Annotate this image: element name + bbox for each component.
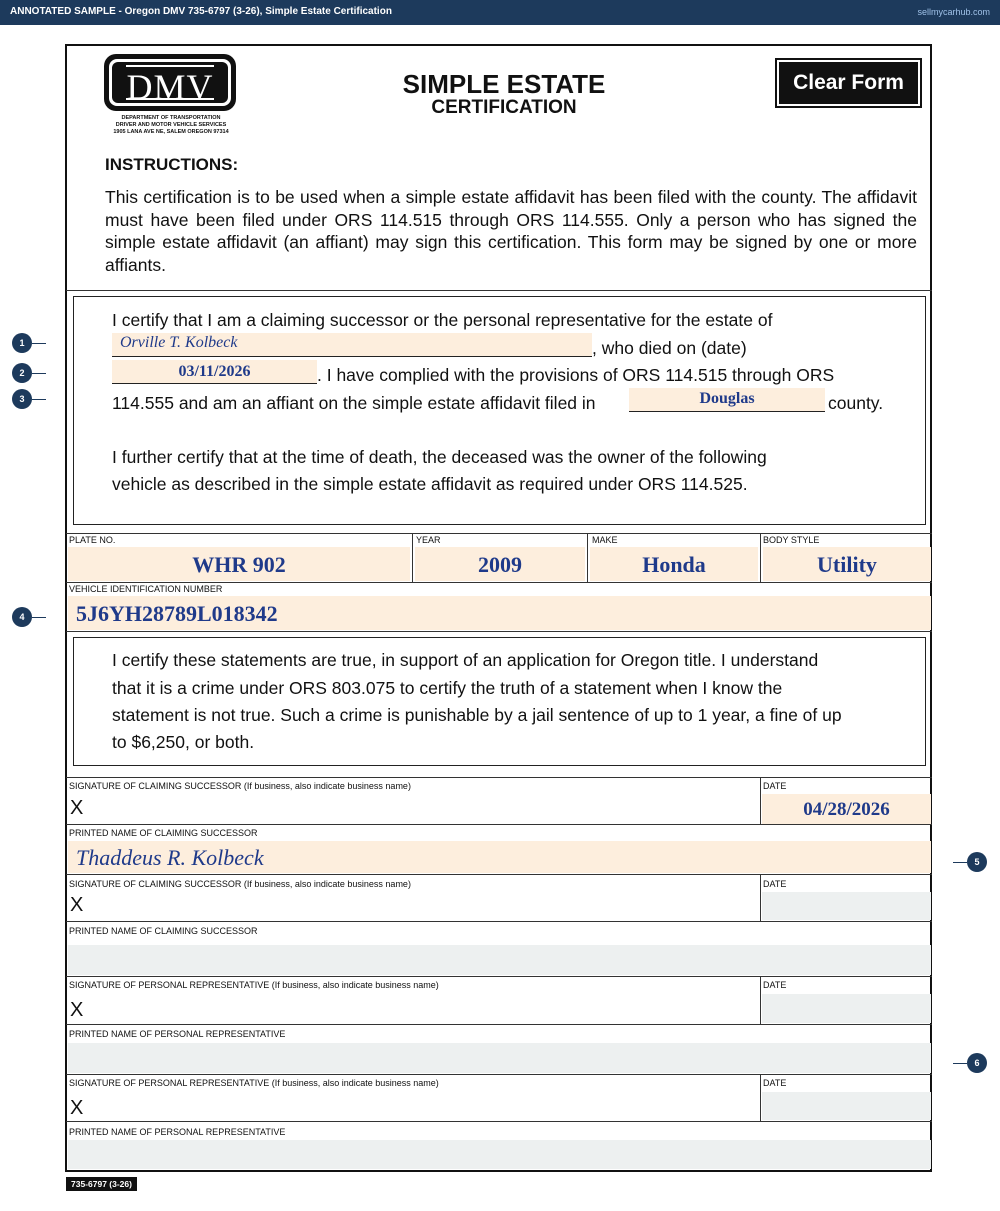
annotation-leader bbox=[32, 399, 46, 400]
printed-name-pr-label: PRINTED NAME OF PERSONAL REPRESENTATIVE bbox=[69, 1029, 286, 1039]
divider bbox=[760, 1074, 761, 1121]
divider bbox=[760, 874, 761, 921]
printed-name-field-2[interactable] bbox=[68, 945, 931, 975]
annotation-marker-6: 6 bbox=[967, 1053, 987, 1073]
signature-field-3[interactable] bbox=[90, 994, 756, 1022]
annotation-leader bbox=[32, 343, 46, 344]
sig-claiming-successor-label: SIGNATURE OF CLAIMING SUCCESSOR (If business, also indicate business name) bbox=[69, 879, 411, 889]
printed-name-pr-label: PRINTED NAME OF PERSONAL REPRESENTATIVE bbox=[69, 1127, 286, 1137]
signature-field-4[interactable] bbox=[90, 1092, 756, 1120]
signature-field-1[interactable] bbox=[90, 794, 756, 822]
form-number: 735-6797 (3-26) bbox=[66, 1177, 137, 1191]
decedent-name-field[interactable]: Orville T. Kolbeck bbox=[112, 333, 592, 357]
instructions-heading: INSTRUCTIONS: bbox=[105, 155, 239, 174]
make-label: MAKE bbox=[592, 535, 618, 545]
cert-line-3: 114.555 and am an affiant on the simple estate affidavit filed in bbox=[112, 393, 596, 413]
signature-x-mark: X bbox=[70, 797, 84, 819]
body-style-field[interactable]: Utility bbox=[763, 547, 931, 581]
divider bbox=[760, 533, 761, 582]
signature-x-mark: X bbox=[70, 894, 84, 916]
divider bbox=[66, 824, 932, 825]
printed-name-field-3[interactable] bbox=[68, 1043, 931, 1073]
sig-claiming-successor-label: SIGNATURE OF CLAIMING SUCCESSOR (If business, also indicate business name) bbox=[69, 781, 411, 791]
logo-caption: DEPARTMENT OF TRANSPORTATION DRIVER AND MOTOR VEHICLE SERVICES 1905 LANA AVE NE, SALEM OREGON 97314 bbox=[113, 115, 229, 135]
printed-name-cs-label: PRINTED NAME OF CLAIMING SUCCESSOR bbox=[69, 926, 258, 936]
annotation-leader bbox=[953, 1063, 967, 1064]
cert2-line-3: statement is not true. Such a crime is punishable by a jail sentence of up to 1 year, a fine of up bbox=[112, 705, 842, 725]
top-banner bbox=[0, 0, 1000, 25]
page-title: SIMPLE ESTATE CERTIFICATION bbox=[402, 69, 606, 118]
printed-name-field-4[interactable] bbox=[68, 1140, 931, 1169]
divider bbox=[66, 874, 932, 875]
clear-form-button[interactable]: Clear Form bbox=[777, 60, 920, 106]
date-field-2[interactable] bbox=[762, 892, 931, 920]
divider bbox=[66, 921, 932, 922]
banner-title: ANNOTATED SAMPLE - Oregon DMV 735-6797 (3-26), Simple Estate Certification bbox=[10, 6, 392, 17]
printed-name-cs-label: PRINTED NAME OF CLAIMING SUCCESSOR bbox=[69, 828, 258, 838]
divider bbox=[66, 976, 932, 977]
divider bbox=[66, 533, 932, 534]
divider bbox=[66, 631, 932, 632]
divider bbox=[587, 533, 588, 582]
annotation-marker-2: 2 bbox=[12, 363, 32, 383]
cert-line-4: I further certify that at the time of death, the deceased was the owner of the following bbox=[112, 447, 767, 467]
date-label: DATE bbox=[763, 980, 787, 990]
divider bbox=[66, 582, 932, 583]
date-label: DATE bbox=[763, 879, 787, 889]
date-field-4[interactable] bbox=[762, 1092, 931, 1120]
plate-field[interactable]: WHR 902 bbox=[68, 547, 410, 581]
cert2-line-2: that it is a crime under ORS 803.075 to certify the truth of a statement when I know the bbox=[112, 678, 783, 698]
annotation-leader bbox=[32, 617, 46, 618]
vin-field[interactable]: 5J6YH28789L018342 bbox=[68, 596, 931, 630]
plate-label: PLATE NO. bbox=[69, 535, 116, 545]
annotation-marker-3: 3 bbox=[12, 389, 32, 409]
banner-site[interactable]: sellmycarhub.com bbox=[917, 7, 990, 17]
instructions-text: This certification is to be used when a simple estate affidavit has been filed with the county. The affidavit must have been filed under ORS 114.515 through ORS 114.555. Only a person who has signed the simple estate affidavit (an affiant) may sign this certification. This form may be signed by one or more affiants. bbox=[105, 187, 917, 275]
county-field[interactable]: Douglas bbox=[629, 388, 825, 412]
date-label: DATE bbox=[763, 781, 787, 791]
date-label: DATE bbox=[763, 1078, 787, 1088]
divider bbox=[66, 1121, 932, 1122]
logo-word: DMV bbox=[126, 67, 214, 107]
cert2-line-1: I certify these statements are true, in support of an application for Oregon title. I understand bbox=[112, 650, 819, 670]
dmv-logo bbox=[104, 54, 236, 111]
cert2-line-4: to $6,250, or both. bbox=[112, 732, 255, 752]
divider bbox=[760, 976, 761, 1024]
signature-x-mark: X bbox=[70, 1097, 84, 1119]
body-style-label: BODY STYLE bbox=[763, 535, 820, 545]
cert-after-date: . I have complied with the provisions of ORS 114.515 through ORS bbox=[317, 365, 835, 385]
cert-line-5: vehicle as described in the simple estate affidavit as required under ORS 114.525. bbox=[112, 474, 748, 494]
divider bbox=[66, 777, 932, 778]
annotation-leader bbox=[32, 373, 46, 374]
cert-line-1: I certify that I am a claiming successor or the personal representative for the estate of bbox=[112, 310, 773, 330]
sig-personal-rep-label: SIGNATURE OF PERSONAL REPRESENTATIVE (If business, also indicate business name) bbox=[69, 1078, 439, 1088]
year-label: YEAR bbox=[416, 535, 441, 545]
date-field-1[interactable]: 04/28/2026 bbox=[762, 794, 931, 824]
cert-after-name: , who died on (date) bbox=[592, 338, 747, 358]
vin-label: VEHICLE IDENTIFICATION NUMBER bbox=[69, 584, 223, 594]
signature-field-2[interactable] bbox=[90, 892, 756, 920]
divider bbox=[66, 1074, 932, 1075]
divider bbox=[66, 290, 932, 291]
annotation-marker-5: 5 bbox=[967, 852, 987, 872]
annotation-marker-4: 4 bbox=[12, 607, 32, 627]
annotation-leader bbox=[953, 862, 967, 863]
divider bbox=[66, 1024, 932, 1025]
cert-county-suffix: county. bbox=[828, 393, 884, 413]
printed-name-field-1[interactable]: Thaddeus R. Kolbeck bbox=[68, 841, 931, 873]
date-of-death-field[interactable]: 03/11/2026 bbox=[112, 360, 317, 384]
make-field[interactable]: Honda bbox=[590, 547, 758, 581]
divider bbox=[412, 533, 413, 582]
annotation-marker-1: 1 bbox=[12, 333, 32, 353]
date-field-3[interactable] bbox=[762, 994, 931, 1023]
signature-x-mark: X bbox=[70, 999, 84, 1021]
sig-personal-rep-label: SIGNATURE OF PERSONAL REPRESENTATIVE (If business, also indicate business name) bbox=[69, 980, 439, 990]
year-field[interactable]: 2009 bbox=[415, 547, 585, 581]
divider bbox=[760, 777, 761, 824]
